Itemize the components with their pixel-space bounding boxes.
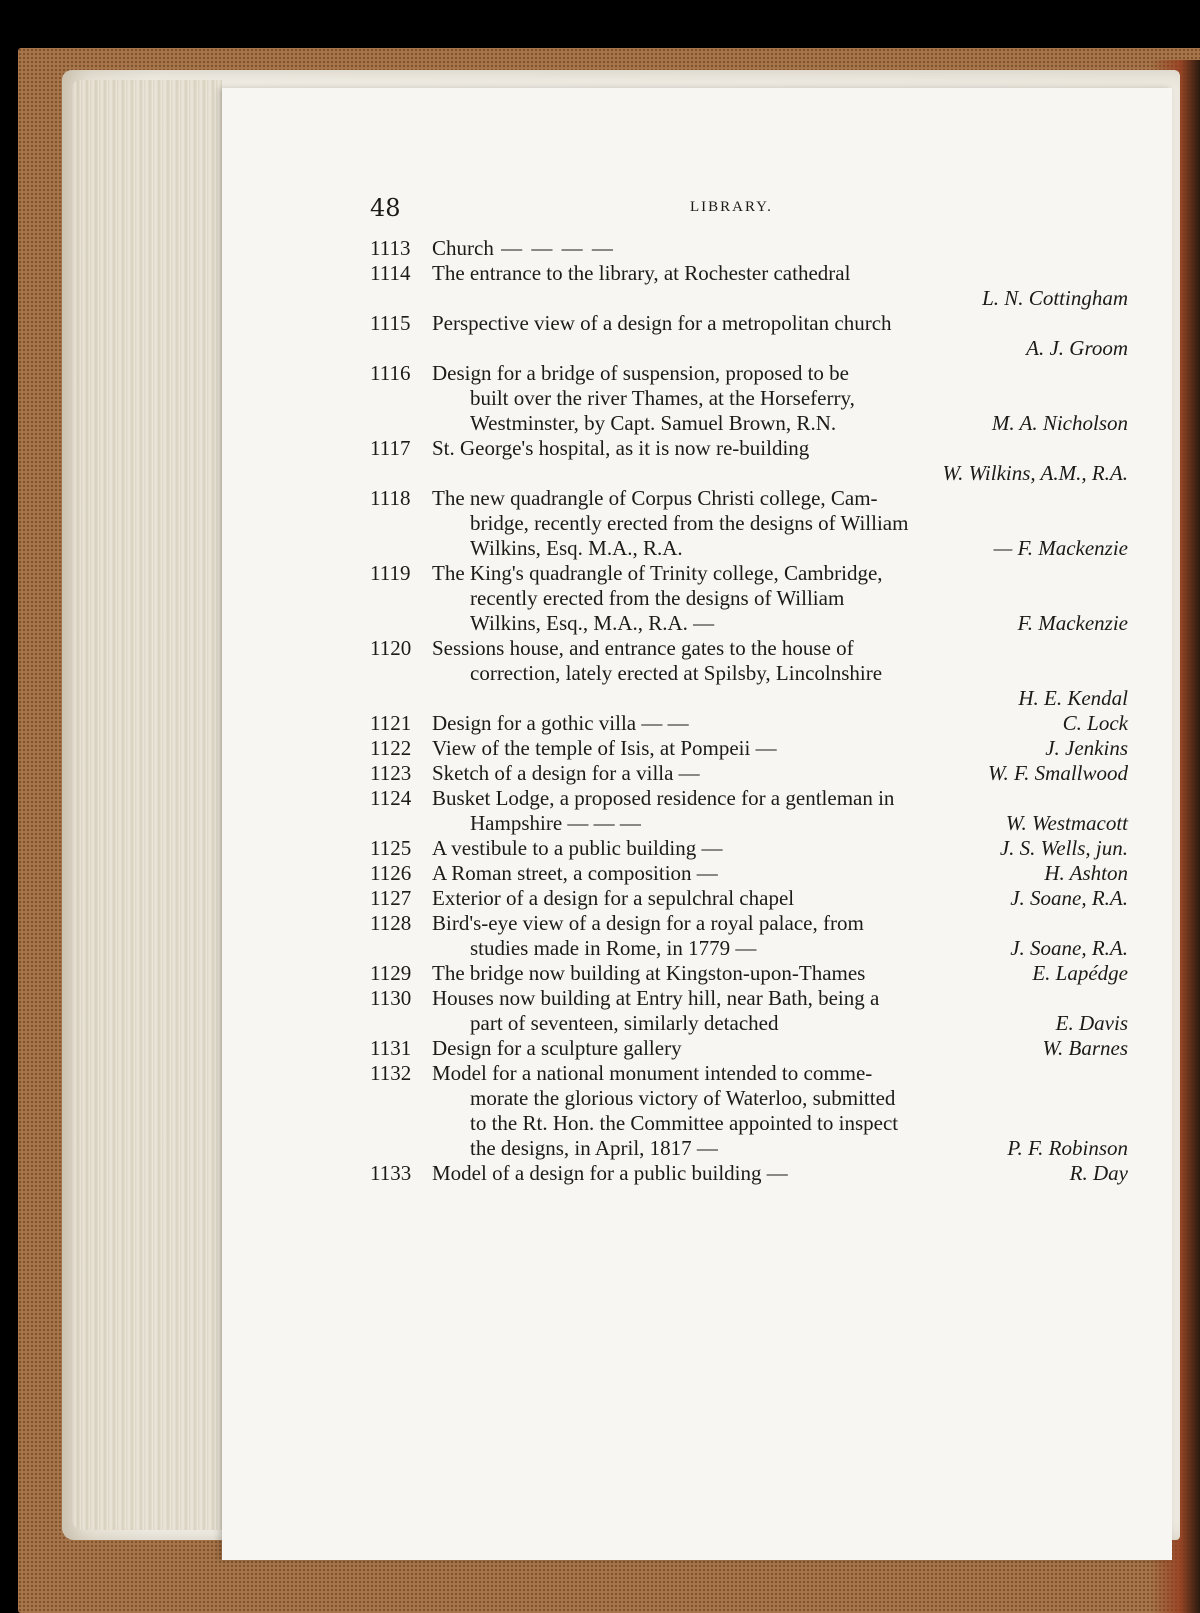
entry-artist: C. Lock [1062,711,1128,735]
entry-artist: W. F. Smallwood [987,761,1128,785]
catalogue-entry [370,886,1128,911]
entry-title-text: to the Rt. Hon. the Committee appointed to inspect [470,1111,899,1135]
entry-artist: H. E. Kendal [1018,686,1128,710]
entry-continuation-line [370,536,1128,561]
entry-title-text: Exterior of a design for a sepulchral chapel [432,886,795,910]
entry-title-text: Sessions house, and entrance gates to the house of [432,636,854,660]
entry-continuation-line [370,411,1128,436]
entry-number: 1118 [370,486,411,510]
running-head: LIBRARY. [690,199,773,215]
entry-title-text: recently erected from the designs of William [470,586,845,610]
entry-continuation-line [370,811,1128,836]
entry-title-text: part of seventeen, similarly detached [470,1011,779,1035]
catalogue-entry [370,761,1128,786]
entry-artist: W. Barnes [1042,1036,1128,1060]
catalogue-entry [370,736,1128,761]
entry-artist: F. Mackenzie [1017,611,1128,635]
page-edges [72,80,222,1530]
entry-first-line [370,961,1128,986]
entry-continuation-line [370,1011,1128,1036]
entry-title-text: Houses now building at Entry hill, near Bath, being a [432,986,880,1010]
entry-artist: W. Wilkins, A.M., R.A. [942,461,1128,485]
entry-number: 1122 [370,736,412,760]
entry-title-text: Design for a sculpture gallery [432,1036,682,1060]
entry-continuation-line [370,1111,1128,1136]
entry-continuation-line [370,936,1128,961]
entry-first-line [370,786,1128,811]
entry-artist: J. Jenkins [1045,736,1128,760]
entry-title-text: Model of a design for a public building — [432,1161,788,1185]
entry-artist: A. J. Groom [1026,336,1128,360]
entry-first-line [370,861,1128,886]
entry-number: 1130 [370,986,412,1010]
entry-artist: H. Ashton [1044,861,1128,885]
catalogue-entry [370,1036,1128,1061]
entry-title-text: Wilkins, Esq., M.A., R.A. — [470,611,715,635]
entry-first-line [370,986,1128,1011]
entry-title-text: Sketch of a design for a villa — [432,761,700,785]
entry-artist: J. Soane, R.A. [1010,886,1128,910]
catalogue-entry [370,236,1128,261]
entry-number: 1132 [370,1061,412,1085]
book-page [222,88,1172,1560]
entry-title-text: Design for a gothic villa — — [432,711,689,735]
entry-title-text: The new quadrangle of Corpus Christi college, Cam- [432,486,878,510]
entry-first-line [370,911,1128,936]
catalogue-entry [370,561,1128,636]
entry-artist: E. Davis [1055,1011,1128,1035]
entry-artist: E. Lapédge [1032,961,1128,985]
catalogue-entry [370,986,1128,1036]
entry-title-text: Wilkins, Esq. M.A., R.A. [470,536,683,560]
entry-number: 1126 [370,861,412,885]
entry-continuation-line [370,661,1128,686]
entry-number: 1115 [370,311,411,335]
entry-number: 1129 [370,961,412,985]
entry-title-text: The King's quadrangle of Trinity college, Cambridge, [432,561,883,585]
entry-first-line [370,836,1128,861]
entry-first-line [370,1036,1128,1061]
entry-title-text: Westminster, by Capt. Samuel Brown, R.N. [470,411,837,435]
entry-number: 1121 [370,711,412,735]
entry-artist: R. Day [1069,1161,1128,1185]
entry-first-line [370,261,1128,286]
entry-first-line [370,1161,1128,1186]
entry-title-text: built over the river Thames, at the Horseferry, [470,386,855,410]
catalogue-entry [370,961,1128,986]
entry-continuation-line [370,586,1128,611]
entry-title-text: Hampshire — — — [470,811,641,835]
entry-number: 1114 [370,261,411,285]
entry-artist-line [370,461,1128,486]
entry-continuation-line [370,1136,1128,1161]
entry-title-text: The entrance to the library, at Rochester cathedral [432,261,851,285]
entry-number: 1117 [370,436,411,460]
entry-title-text: Model for a national monument intended to comme- [432,1061,873,1085]
entry-first-line [370,636,1128,661]
entry-first-line [370,886,1128,911]
entry-continuation-line [370,386,1128,411]
entry-artist: — F. Mackenzie [993,536,1128,560]
entry-title-text: View of the temple of Isis, at Pompeii — [432,736,777,760]
catalogue-entry [370,436,1128,486]
entry-artist: W. Westmacott [1005,811,1128,835]
catalogue-entry [370,486,1128,561]
entry-number: 1116 [370,361,411,385]
entry-number: 1128 [370,911,412,935]
entry-artist: L. N. Cottingham [982,286,1128,310]
entry-first-line [370,486,1128,511]
entry-artist: J. Soane, R.A. [1010,936,1128,960]
entry-title-text: A Roman street, a composition — [432,861,718,885]
entry-continuation-line [370,511,1128,536]
entry-number: 1131 [370,1036,412,1060]
entry-title-text: Bird's-eye view of a design for a royal palace, from [432,911,864,935]
entry-title-text: bridge, recently erected from the designs of William [470,511,909,535]
entry-number: 1123 [370,761,412,785]
entry-title-text: studies made in Rome, in 1779 — [470,936,757,960]
entry-artist: M. A. Nicholson [991,411,1128,435]
entry-leader-dashes: — — — — [493,236,615,260]
catalogue-entry [370,836,1128,861]
entry-continuation-line [370,611,1128,636]
entry-first-line [370,436,1128,461]
entry-title-text: Design for a bridge of suspension, proposed to be [432,361,850,385]
catalogue-entry [370,311,1128,361]
catalogue-entry [370,861,1128,886]
entry-first-line [370,311,1128,336]
entry-first-line [370,236,1128,261]
catalogue-entry [370,911,1128,961]
entry-title-text: the designs, in April, 1817 — [470,1136,718,1160]
entry-number: 1113 [370,236,411,260]
entry-number: 1125 [370,836,412,860]
entry-number: 1119 [370,561,411,585]
entry-first-line [370,1061,1128,1086]
catalogue-entry [370,786,1128,836]
catalogue-entry [370,1061,1128,1161]
entry-artist-line [370,286,1128,311]
entry-number: 1127 [370,886,412,910]
entry-title-text: Perspective view of a design for a metropolitan church [432,311,892,335]
entry-title-text: correction, lately erected at Spilsby, Lincolnshire [470,661,883,685]
entry-first-line [370,761,1128,786]
entry-title-text: A vestibule to a public building — [432,836,723,860]
entry-artist-line [370,686,1128,711]
catalogue-entry [370,711,1128,736]
entry-artist-line [370,336,1128,361]
entry-number: 1133 [370,1161,412,1185]
entry-title-text: morate the glorious victory of Waterloo, submitted [470,1086,896,1110]
entry-title-text: The bridge now building at Kingston-upon-Thames [432,961,866,985]
entry-first-line [370,711,1128,736]
page-header [370,194,1130,224]
entry-first-line [370,361,1128,386]
catalogue-entry [370,636,1128,711]
entry-title-text: Church [432,236,494,260]
entry-title-text: Busket Lodge, a proposed residence for a gentleman in [432,786,895,810]
entry-first-line [370,736,1128,761]
catalogue-entry [370,1161,1128,1186]
entry-number: 1120 [370,636,412,660]
catalogue-entry [370,361,1128,436]
page-number: 48 [370,194,401,222]
entry-first-line [370,561,1128,586]
entry-artist: P. F. Robinson [1007,1136,1128,1160]
catalogue-entry [370,261,1128,311]
entry-continuation-line [370,1086,1128,1111]
catalogue-entries [370,236,1128,1186]
entry-title-text: St. George's hospital, as it is now re-building [432,436,810,460]
entry-number: 1124 [370,786,412,810]
entry-artist: J. S. Wells, jun. [999,836,1128,860]
